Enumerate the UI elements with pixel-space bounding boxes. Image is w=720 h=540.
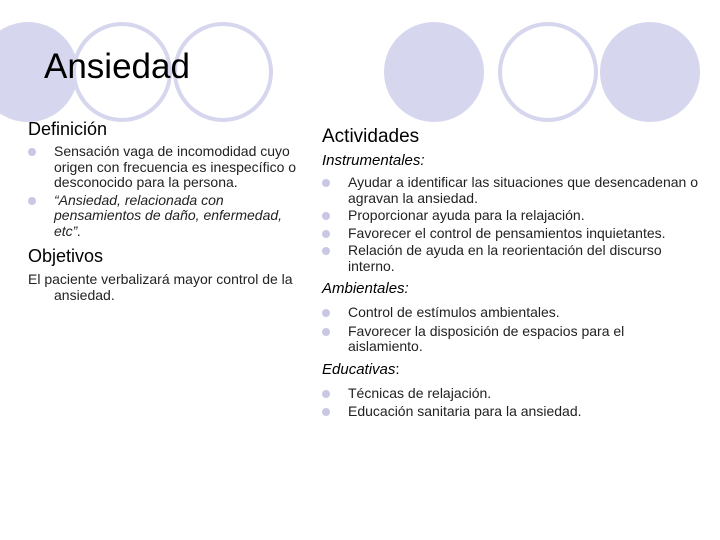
decor-circle-6: [600, 22, 700, 122]
ambientales-list: [322, 305, 702, 355]
right-column: [322, 126, 702, 420]
bullet-dot-icon: [28, 197, 36, 205]
instrumentales-list: [322, 175, 702, 274]
decor-circle-4: [384, 22, 484, 122]
list-item: Sensación vaga de incomodidad cuyo origen con frecuencia es inespecífico o desconocido para la persona.: [28, 144, 298, 191]
bullet-dot-icon: [322, 309, 330, 317]
list-item: Ayudar a identificar las situaciones que desencadenan o agravan la ansiedad.: [322, 175, 702, 206]
bullet-dot-icon: [28, 148, 36, 156]
list-item: Favorecer la disposición de espacios para el aislamiento.: [322, 324, 702, 355]
list-item: Educación sanitaria para la ansiedad.: [322, 404, 702, 420]
ambientales-heading: Ambientales:: [322, 280, 409, 297]
bullet-dot-icon: [322, 390, 330, 398]
list-item: Favorecer el control de pensamientos inquietantes.: [322, 226, 702, 242]
list-item: Control de estímulos ambientales.: [322, 305, 702, 321]
decor-circle-5: [498, 22, 598, 122]
slide-title: Ansiedad: [44, 47, 190, 86]
bullet-dot-icon: [322, 212, 330, 220]
list-item: Técnicas de relajación.: [322, 386, 702, 402]
educativas-list: [322, 386, 702, 420]
bullet-dot-icon: [322, 247, 330, 255]
educativas-heading: Educativas:: [322, 360, 400, 378]
actividades-heading: Actividades: [322, 126, 420, 147]
definicion-heading: Definición: [28, 119, 108, 139]
definicion-list: [28, 144, 298, 239]
bullet-dot-icon: [322, 408, 330, 416]
instrumentales-heading: Instrumentales:: [322, 152, 425, 169]
bullet-dot-icon: [322, 328, 330, 336]
list-item: Proporcionar ayuda para la relajación.: [322, 208, 702, 224]
left-column: [28, 118, 298, 303]
list-item: “Ansiedad, relacionada con pensamientos de daño, enfermedad, etc”.: [28, 193, 298, 240]
objetivos-text: El paciente verbalizará mayor control de la ansiedad.: [28, 271, 293, 303]
bullet-dot-icon: [322, 179, 330, 187]
list-item: Relación de ayuda en la reorientación del discurso interno.: [322, 243, 702, 274]
objetivos-heading: Objetivos: [28, 246, 104, 266]
bullet-dot-icon: [322, 230, 330, 238]
